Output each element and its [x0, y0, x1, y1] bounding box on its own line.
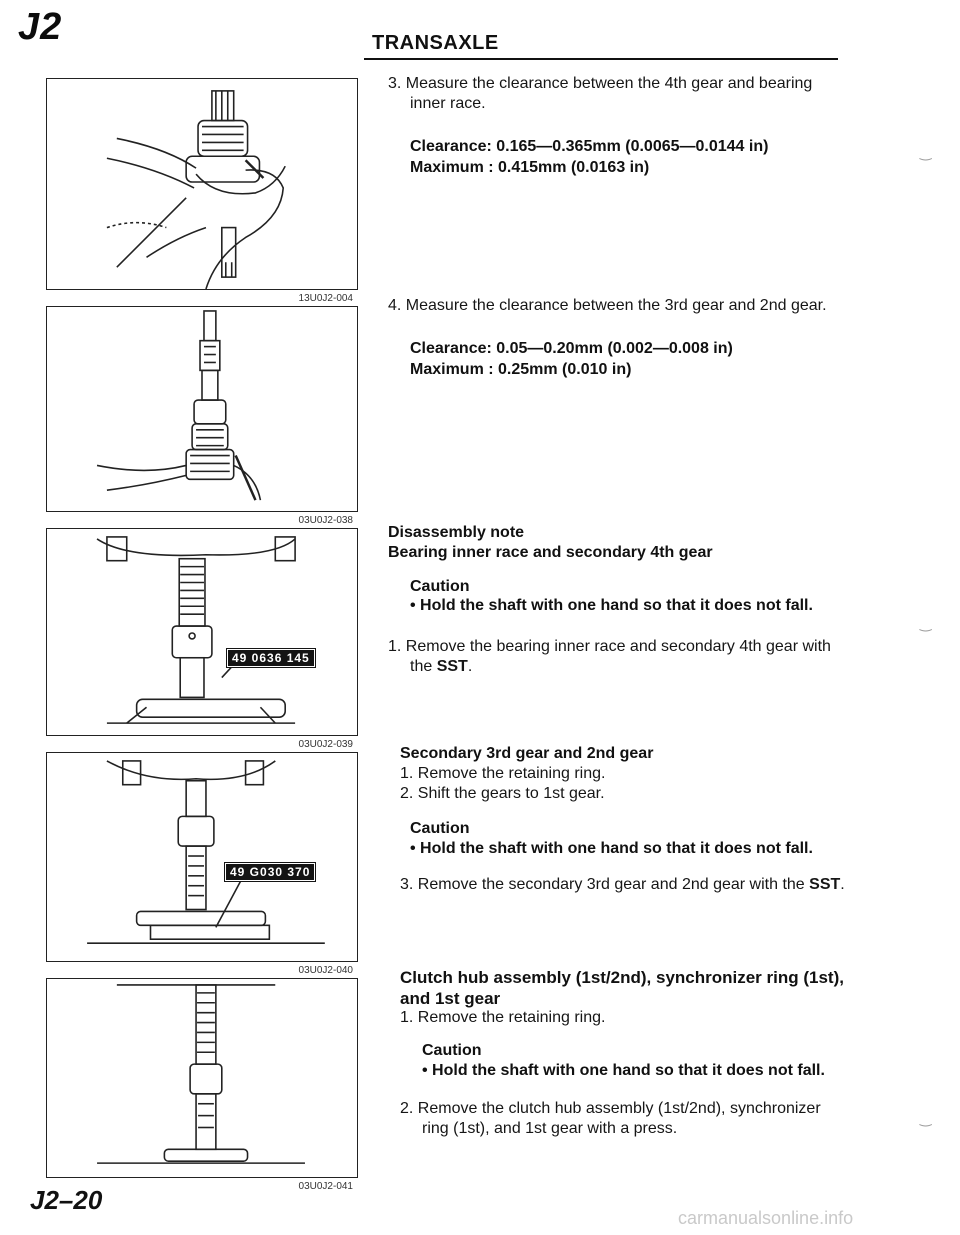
figure-code: 13U0J2-004: [298, 293, 353, 304]
illustration-hands-feeler-gauge: [47, 79, 357, 289]
figure-code: 03U0J2-040: [298, 965, 353, 976]
caution-title: Caution: [410, 820, 470, 837]
caution-item-text: Hold the shaft with one hand so that it does not fall.: [432, 1062, 825, 1079]
disassembly-step-1-line2: [410, 657, 472, 677]
caution-item-text: Hold the shaft with one hand so that it does not fall.: [420, 840, 813, 857]
caution-item: [410, 840, 813, 858]
figure-code: 03U0J2-039: [298, 739, 353, 750]
sst-term: SST: [809, 876, 841, 893]
disassembly-subheading: Bearing inner race and secondary 4th gear: [388, 544, 713, 561]
step-4-clearance: Clearance: 0.05—0.20mm (0.002—0.008 in): [410, 340, 733, 357]
step-4-text: 4. Measure the clearance between the 3rd gear and 2nd gear.: [388, 297, 827, 314]
disassembly-step-1-line1: 1. Remove the bearing inner race and secondary 4th gear with: [388, 638, 831, 655]
caution-item-text: Hold the shaft with one hand so that it does not fall.: [420, 597, 813, 614]
clutch-hub-step-2-line1: 2. Remove the clutch hub assembly (1st/2nd), synchronizer: [400, 1100, 821, 1117]
illustration-press-sst: [47, 529, 357, 735]
margin-mark: ‿: [920, 615, 932, 631]
margin-mark: ‿: [920, 144, 932, 160]
bullet-icon: •: [410, 840, 421, 857]
disassembly-heading: Disassembly note: [388, 524, 525, 541]
step-3-text-line1: 3. Measure the clearance between the 4th gear and bearing: [388, 75, 813, 92]
secondary-3rd-heading: Secondary 3rd gear and 2nd gear: [400, 745, 654, 762]
figure-press-1st-gear: [46, 978, 358, 1192]
clutch-hub-step-1: 1. Remove the retaining ring.: [400, 1009, 606, 1026]
step-text: the: [410, 658, 437, 675]
step-text: .: [467, 658, 473, 675]
step-text: 3. Remove the secondary 3rd gear and 2nd gear with the: [400, 876, 810, 893]
figure-press-4th-gear: [46, 528, 358, 750]
figure-measure-4th-gear: [46, 78, 358, 304]
bullet-icon: •: [410, 597, 421, 614]
figure-code: 03U0J2-038: [298, 515, 353, 526]
step-3-text-line2: inner race.: [410, 95, 486, 112]
bullet-icon: •: [422, 1062, 433, 1079]
figure-measure-3rd-gear: [46, 306, 358, 526]
caution-title: Caution: [422, 1042, 482, 1059]
caution-item: [410, 597, 813, 615]
figure-press-3rd-gear: [46, 752, 358, 976]
illustration-press-clutch-hub: [47, 979, 357, 1177]
step-3-clearance: Clearance: 0.165—0.365mm (0.0065—0.0144 in): [410, 138, 769, 155]
figure-code: 03U0J2-041: [298, 1181, 353, 1192]
page-number: J2–20: [30, 1185, 103, 1215]
clutch-hub-heading-line2: and 1st gear: [400, 989, 501, 1008]
illustration-shaft-feeler-gauge: [47, 307, 357, 511]
secondary-3rd-step-3: [400, 875, 845, 895]
watermark: carmanualsonline.info: [678, 1208, 854, 1228]
secondary-3rd-step-1: 1. Remove the retaining ring.: [400, 765, 606, 782]
section-code: J2: [18, 6, 63, 48]
margin-mark: ‿: [920, 1110, 932, 1126]
sst-number-label: 49 G030 370: [225, 863, 315, 881]
sst-number-label: 49 0636 145: [227, 649, 315, 667]
page-title: TRANSAXLE: [372, 32, 499, 54]
clutch-hub-heading-line1: Clutch hub assembly (1st/2nd), synchronizer ring (1st),: [400, 968, 844, 987]
clutch-hub-step-2-line2: ring (1st), and 1st gear with a press.: [422, 1120, 678, 1137]
header-rule: [364, 58, 838, 60]
sst-term: SST: [436, 658, 468, 675]
step-3-maximum: Maximum : 0.415mm (0.0163 in): [410, 159, 650, 176]
caution-title: Caution: [410, 578, 470, 595]
illustration-press-sst-2: [47, 753, 357, 961]
secondary-3rd-step-2: 2. Shift the gears to 1st gear.: [400, 785, 605, 802]
step-text: .: [840, 876, 845, 893]
caution-item: [422, 1062, 825, 1080]
step-4-maximum: Maximum : 0.25mm (0.010 in): [410, 361, 632, 378]
